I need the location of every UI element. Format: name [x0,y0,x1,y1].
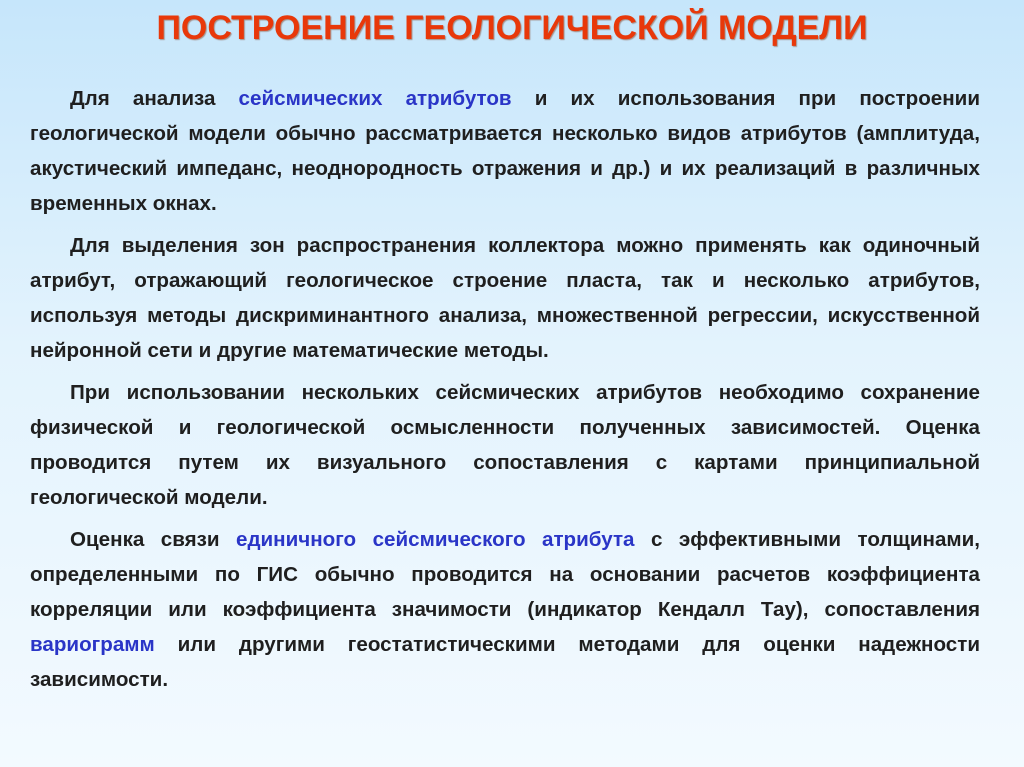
paragraph-1-text-b: и их использования при построении геологической модели обычно рассматривается несколько видов атрибутов (амплитуда, акустический импеданс, неоднородность отражения и др.) и их реализаций в различных временных окнах. [30,87,980,215]
paragraph-1-text-a: Для анализа [70,87,239,110]
highlight-variograms: вариограмм [30,633,155,656]
slide-title: ПОСТРОЕНИЕ ГЕОЛОГИЧЕСКОЙ МОДЕЛИ [156,9,868,47]
paragraph-4 [30,522,980,697]
paragraph-1 [30,81,980,221]
paragraph-4-text-c: или другими геостатистическими методами для оценки надежности зависимости. [30,633,980,691]
paragraph-2: Для выделения зон распространения коллектора можно применять как одиночный атрибут, отражающий геологическое строение пласта, так и несколько атрибутов, используя методы дискриминантного анализа, множественной регрессии, искусственной нейронной сети и другие математические методы. [30,234,980,362]
paragraph-4-text-a: Оценка связи [70,528,236,551]
paragraph-4-text-b: с эффективными толщинами, определенными по ГИС обычно проводится на основании расчетов коэффициента корреляции или коэффициента значимости (индикатор Кендалл Тау), сопоставления [30,528,981,621]
paragraph-3: При использовании нескольких сейсмических атрибутов необходимо сохранение физической и геологической осмысленности полученных зависимостей. Оценка проводится путем их визуального сопоставления с картами принципиальной геологической модели. [30,381,980,509]
highlight-single-seismic-attribute: единичного сейсмического атрибута [235,528,635,551]
highlight-seismic-attributes: сейсмических атрибутов [238,87,512,110]
slide-body [30,81,980,704]
